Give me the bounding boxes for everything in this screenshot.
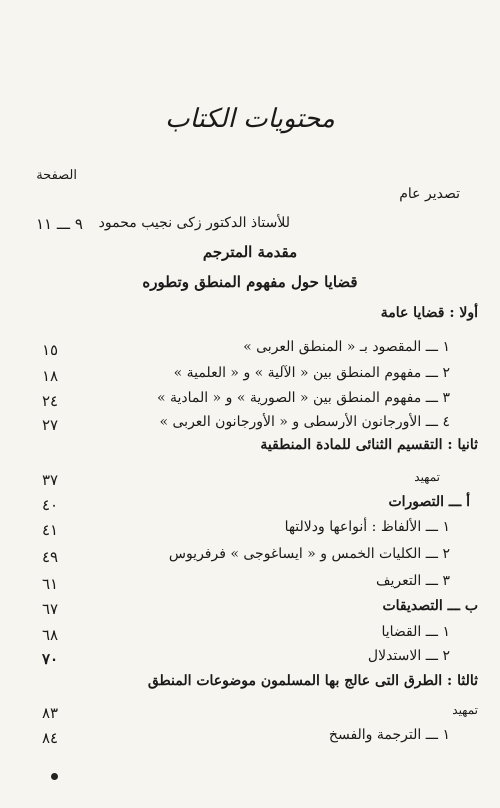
- foreword-heading: تصدير عام: [399, 186, 460, 202]
- toc-item-page: ١٥: [42, 341, 59, 359]
- toc-item: ٣ ـــ مفهوم المنطق بين « الصورية » و « المادية »: [157, 390, 450, 406]
- toc-item: ٢ ـــ مفهوم المنطق بين « الآلية » و « العلمية »: [173, 365, 450, 381]
- foreword-author: للأستاذ الدكتور زكى نجيب محمود: [98, 215, 290, 231]
- part3-preface: تمهيد: [452, 703, 478, 717]
- toc-item-page: ٤٩: [42, 548, 59, 566]
- foreword-pages: ٩ ـــ ١١: [36, 215, 83, 233]
- toc-item: ١ ـــ المقصود بـ « المنطق العربى »: [243, 339, 450, 355]
- part1-heading: أولا : قضايا عامة: [380, 305, 478, 321]
- toc-item-page: ٦٨: [42, 626, 59, 644]
- concepts-heading: أ ـــ التصورات: [388, 494, 470, 510]
- toc-item: ٣ ـــ التعريف: [376, 573, 450, 589]
- toc-item: ٢ ـــ الاستدلال: [367, 648, 450, 664]
- toc-item: ١ ـــ القضايا: [381, 624, 450, 640]
- toc-item: ١ ـــ الألفاظ : أنواعها ودلالتها: [284, 519, 450, 535]
- toc-item-page: ٢٧: [42, 416, 59, 434]
- section-title: قضايا حول مفهوم المنطق وتطوره: [142, 273, 358, 291]
- assents-heading: ب ـــ التصديقات: [382, 598, 478, 614]
- part2-heading: ثانيا : التقسيم الثنائى للمادة المنطقية: [260, 437, 478, 453]
- toc-item-page: ٤١: [42, 521, 59, 539]
- toc-item: ١ ـــ الترجمة والفسخ: [328, 727, 450, 743]
- page-mark-dot: [51, 773, 58, 780]
- part3-heading: ثالثا : الطرق التى عالج بها المسلمون موضوعات المنطق: [147, 673, 478, 689]
- assents-page: ٦٧: [42, 600, 59, 618]
- toc-item-page: ٧٠: [42, 650, 59, 668]
- translator-intro: مقدمة المترجم: [202, 243, 298, 261]
- toc-item-page: ٦١: [42, 575, 59, 593]
- part2-preface-page: ٣٧: [42, 471, 59, 489]
- toc-item-page: ١٨: [42, 367, 59, 385]
- page-column-header: الصفحة: [36, 168, 77, 183]
- concepts-page: ٤٠: [42, 496, 59, 514]
- page-title: محتويات الكتاب: [165, 104, 335, 134]
- toc-item-page: ٢٤: [42, 392, 59, 410]
- toc-item: ٤ ـــ الأورجانون الأرسطى و « الأورجانون العربى »: [159, 414, 450, 430]
- part3-preface-page: ٨٣: [42, 704, 59, 722]
- part2-preface: تمهيد: [414, 470, 440, 484]
- toc-item: ٢ ـــ الكليات الخمس و « ايساغوجى » فرفريوس: [168, 546, 450, 562]
- toc-item-page: ٨٤: [42, 729, 59, 747]
